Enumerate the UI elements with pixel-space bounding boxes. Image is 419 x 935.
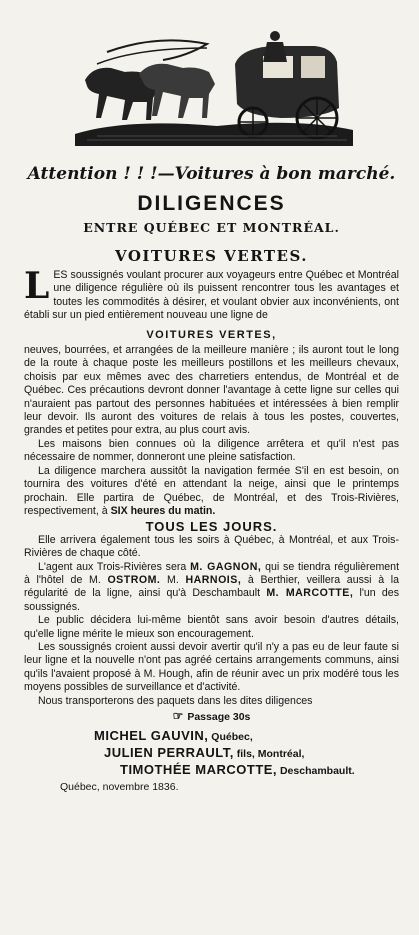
route-subtitle: ENTRE QUÉBEC ET MONTRÉAL.: [83, 220, 340, 235]
agent-marcotte: M. MARCOTTE,: [266, 587, 354, 600]
agent-harnois: HARNOIS,: [185, 573, 242, 586]
daily-heading: TOUS LES JOURS.: [145, 519, 278, 535]
signature-place: Deschambault.: [277, 765, 355, 778]
agents-text-e: l'un des soussignés.: [24, 587, 399, 613]
voitures-vertes-heading: VOITURES VERTES.: [114, 247, 309, 265]
signature-name: MICHEL GAUVIN,: [94, 728, 209, 744]
attention-headline: Attention ! ! !—Voitures à bon marché.: [27, 164, 396, 184]
signature-place: Québec,: [208, 731, 253, 744]
signature-place: fils, Montréal,: [233, 748, 305, 761]
voitures-vertes-inline-heading: VOITURES VERTES,: [146, 328, 277, 341]
drop-cap-letter: L: [24, 265, 50, 307]
stagecoach-woodcut-image: [67, 22, 357, 152]
agents-paragraph: [24, 561, 399, 615]
hotel-ostrom: OSTROM.: [107, 573, 161, 586]
coach-description-paragraph: neuves, bourrées, et arrangées de la meilleure manière ; ils auront tout le long de la route à chaque poste les meilleurs postillons et les meilleurs chevaux, choisis par eux mêmes avec des charretiers entendus, de Montréal et de Québec. Ces précautions devront donner l'avantage à cette ligne sur celles qui n'auraient pas partout des personnes habituées et intéressées à bien remplir leur devoir. Ils auront des voitures de relais à tous les postes, couvertes, grandes et petites pour extra, au plus court avis.: [24, 344, 399, 437]
agents-text-a: L'agent aux Trois-Rivières sera: [38, 560, 191, 573]
pointing-hand-icon: ☞: [172, 709, 184, 723]
arrival-paragraph: Elle arrivera également tous les soirs à Québec, à Montréal, et aux Trois-Rivières de chaque côté.: [24, 533, 399, 560]
departure-paragraph: [24, 465, 399, 519]
departure-text: La diligence marchera aussitôt la navigation fermée S'il en est besoin, on tournira des voitures d'été en attendant la neige, ainsi que le printemps prochain. Elle partira de Québec, de Montréal, et des Trois-Rivières, respectivement, à: [24, 464, 399, 517]
dateline: Québec, novembre 1836.: [60, 781, 179, 794]
parcels-paragraph: Nous transporterons des paquets dans les dites diligences: [38, 694, 313, 707]
passage-price: [24, 710, 399, 724]
signature-name: TIMOTHÉE MARCOTTE,: [120, 762, 278, 778]
signature-marcotte: [24, 762, 399, 777]
inns-paragraph: Les maisons bien connues où la diligence arrêtera et qu'il n'est pas nécessaire de nommer, donneront une pleine satisfaction.: [24, 437, 399, 464]
diligences-title: DILIGENCES: [137, 192, 286, 215]
agents-text-c: M.: [160, 573, 186, 586]
public-paragraph: Le public décidera lui-même bientôt sans avoir besoin d'autres détails, qu'elle ligne mérite le mieux son encouragement.: [24, 614, 399, 640]
signature-perrault: [24, 745, 399, 760]
agents-text-d: à Berthier, veillera aussi à la régularité de la ligne, ainsi qu'à Deschambault: [24, 573, 399, 600]
agent-gagnon: M. GAGNON,: [190, 560, 262, 573]
signature-gauvin: [24, 728, 399, 743]
departure-time: SIX heures du matin.: [110, 504, 216, 517]
passage-price-text: Passage 30s: [187, 711, 251, 723]
signature-name: JULIEN PERRAULT,: [104, 745, 234, 761]
agents-text-b: qui se tiendra régulièrement à l'hôtel de M.: [24, 560, 400, 586]
advertisement-body: [24, 265, 400, 724]
intro-paragraph: [24, 265, 399, 323]
notice-paragraph: Les soussignés croient aussi devoir avertir qu'il n'y a pas eu de leur faute si leur ligne et la nouvelle n'ont pas agréé certains arrangements communs, ainsi qu'ils l'avaient proposé à M. Hough, afin de réunir avec un prix modéré tous les moyens possibles de surveillance et d'activité.: [24, 640, 399, 694]
intro-text: ES soussignés voulant procurer aux voyageurs entre Québec et Montréal une diligence régulière où ils puissent rencontrer tous les avantages et toutes les commodités à désirer, et voulant obvier aux inconvénients, ont établi sur un pied entièrement nouveau une ligne de: [24, 269, 399, 322]
